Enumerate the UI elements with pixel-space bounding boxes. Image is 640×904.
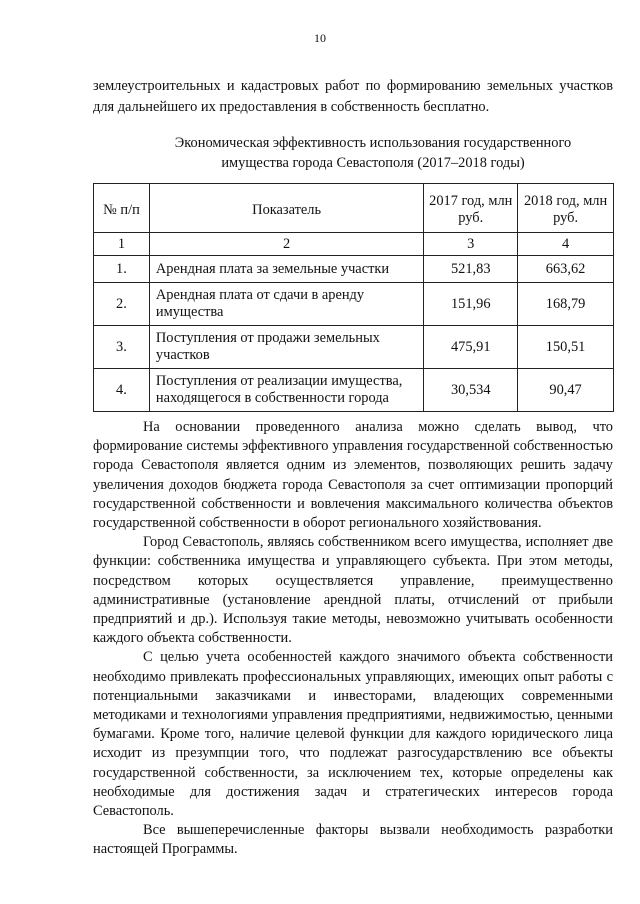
row-value-2017: 151,96 [424, 283, 518, 326]
header-indicator: Показатель [149, 184, 423, 233]
row-number: 2. [94, 283, 150, 326]
column-index: 3 [424, 233, 518, 256]
table-row [94, 256, 614, 283]
row-value-2018: 168,79 [518, 283, 614, 326]
table-caption [93, 133, 640, 173]
table-row [94, 326, 614, 369]
table-row [94, 369, 614, 412]
paragraph-professional-managers: С целью учета особенностей каждого значимого объекта собственности необходимо привлекать профессиональных управляющих, имеющих опыт работы с потенциальными заказчиками и инвесторами, владеющих современными методиками и технологиями управления предприятиями, недвижимостью, ценными бумагами. Кроме того, наличие целевой функции для каждого юридического лица исходит из презумпции того, что подлежат разгосударствлению все объекты государственной собственности, за исключением тех, которые определены как необходимые для достижения задач и стратегических интересов города Севастополь. [93, 649, 613, 820]
row-indicator: Арендная плата от сдачи в аренду имущества [149, 283, 423, 326]
efficiency-table [93, 183, 614, 412]
row-value-2018: 90,47 [518, 369, 614, 412]
table-row [94, 283, 614, 326]
paragraph-owner-functions: Город Севастополь, являясь собственником всего имущества, исполняет две функции: собственника имущества и управляющего субъекта. При этом методы, посредством которых осуществляется управление, преимущественно административные (установление арендной платы, отчислений от прибыли предприятий и др.). Используя такие методы, невозможно учитывать особенности каждого объекта собственности. [93, 534, 613, 647]
row-value-2018: 150,51 [518, 326, 614, 369]
paragraph-conclusion: На основании проведенного анализа можно сделать вывод, что формирование системы эффективного управления государственной собственностью города Севастополя является одним из элементов, позволяющих решить задачу увеличения доходов бюджета города Севастополя за счет оптимизации пропорций государственной собственности и вовлечения максимального количества объектов государственной собственности в оборот регионального хозяйствования. [93, 419, 613, 532]
paragraph-program-need: Все вышеперечисленные факторы вызвали необходимость разработки настоящей Программы. [93, 822, 613, 858]
row-number: 1. [94, 256, 150, 283]
row-number: 4. [94, 369, 150, 412]
body-text [93, 418, 613, 860]
table-caption-line-1: Экономическая эффективность использования государственного [174, 135, 572, 151]
intro-paragraph: землеустроительных и кадастровых работ по формированию земельных участков для дальнейшего их предоставления в собственность бесплатно. [93, 78, 613, 115]
column-index-row [94, 233, 614, 256]
row-indicator: Поступления от реализации имущества, находящегося в собственности города [149, 369, 423, 412]
table-caption-line-2: имущества города Севастополя (2017–2018 годы) [221, 155, 525, 171]
column-index: 1 [94, 233, 150, 256]
header-2017: 2017 год, млн руб. [424, 184, 518, 233]
row-value-2018: 663,62 [518, 256, 614, 283]
row-value-2017: 30,534 [424, 369, 518, 412]
header-2018: 2018 год, млн руб. [518, 184, 614, 233]
row-number: 3. [94, 326, 150, 369]
header-num: № п/п [94, 184, 150, 233]
row-value-2017: 475,91 [424, 326, 518, 369]
column-index: 2 [149, 233, 423, 256]
page-number: 10 [314, 31, 326, 45]
column-index: 4 [518, 233, 614, 256]
row-indicator: Поступления от продажи земельных участков [149, 326, 423, 369]
row-value-2017: 521,83 [424, 256, 518, 283]
table-header-row [94, 184, 614, 233]
row-indicator: Арендная плата за земельные участки [149, 256, 423, 283]
